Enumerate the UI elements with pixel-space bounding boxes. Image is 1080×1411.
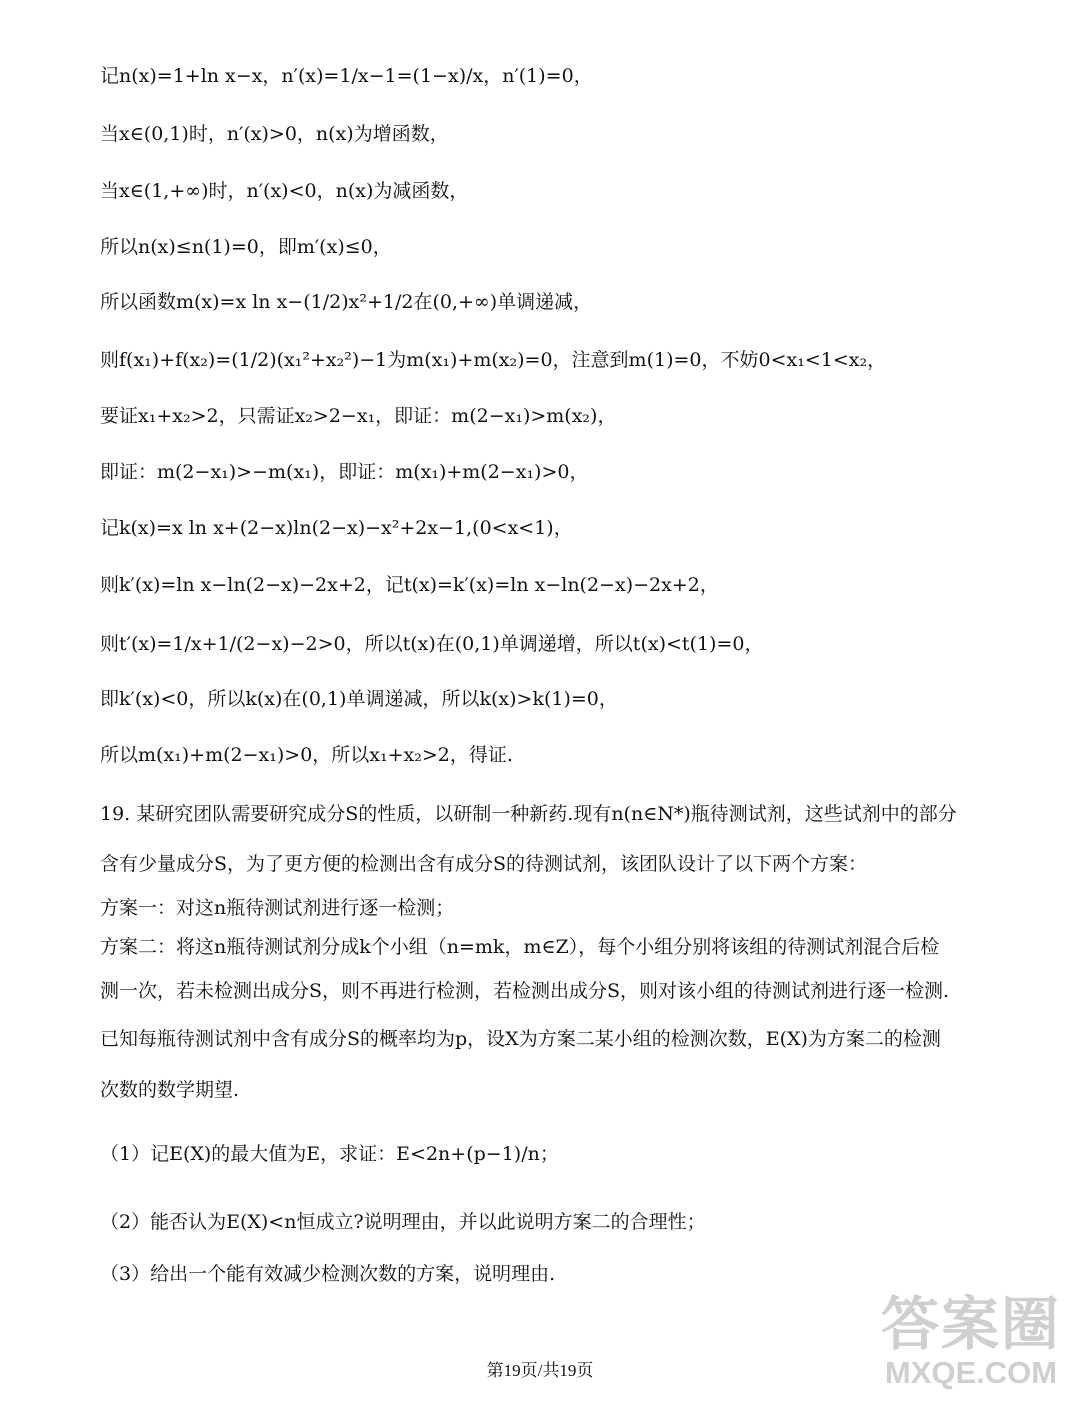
proof-line-1: 记n(x)=1+ln x−x，n′(x)=1/x−1=(1−x)/x，n′(1)=0，	[100, 65, 593, 87]
subquestion-3: （3）给出一个能有效减少检测次数的方案，说明理由.	[100, 1263, 556, 1285]
plan-two-line-2: 测一次，若未检测出成分S，则不再进行检测，若检测出成分S，则对该小组的待测试剂进行逐一检测.	[100, 980, 950, 1002]
proof-line-8: 即证：m(2−x₁)>−m(x₁)，即证：m(x₁)+m(2−x₁)>0，	[100, 461, 589, 483]
plan-one: 方案一：对这n瓶待测试剂进行逐一检测；	[100, 897, 455, 919]
site-watermark-logo	[876, 1290, 1066, 1403]
plan-two-line-1: 方案二：将这n瓶待测试剂分成k个小组（n=mk，m∈Z），每个小组分别将该组的待测试剂混合后检	[100, 936, 940, 958]
proof-line-2: 当x∈(0,1)时，n′(x)>0，n(x)为增函数，	[100, 123, 449, 145]
proof-line-4: 所以n(x)≤n(1)=0，即m′(x)≤0，	[100, 236, 392, 258]
watermark-domain-text: MXQE.COM	[884, 1355, 1058, 1390]
proof-line-11: 则t′(x)=1/x+1/(2−x)−2>0，所以t(x)在(0,1)单调递增，所以t(x)<t(1)=0，	[100, 633, 764, 655]
proof-line-9: 记k(x)=x ln x+(2−x)ln(2−x)−x²+2x−1,(0<x<1)，	[100, 517, 573, 539]
proof-line-7: 要证x₁+x₂>2，只需证x₂>2−x₁，即证：m(2−x₁)>m(x₂)，	[100, 405, 617, 427]
page-number-footer: 第19页/共19页	[486, 1361, 594, 1380]
subquestion-2: （2）能否认为E(X)<n恒成立?说明理由，并以此说明方案二的合理性；	[100, 1211, 706, 1233]
proof-line-6: 则f(x₁)+f(x₂)=(1/2)(x₁²+x₂²)−1为m(x₁)+m(x₂)=0，注意到m(1)=0，不妨0<x₁<1<x₂，	[100, 349, 887, 371]
condition-line-2: 次数的数学期望.	[100, 1079, 240, 1101]
proof-line-13: 所以m(x₁)+m(2−x₁)>0，所以x₁+x₂>2，得证.	[100, 744, 513, 766]
subquestion-1: （1）记E(X)的最大值为E，求证：E<2n+(p−1)/n；	[100, 1143, 559, 1165]
condition-line-1: 已知每瓶待测试剂中含有成分S的概率均为p，设X为方案二某小组的检测次数，E(X)为方案二的检测	[100, 1028, 941, 1050]
proof-line-12: 即k′(x)<0，所以k(x)在(0,1)单调递减，所以k(x)>k(1)=0，	[100, 688, 618, 710]
question-intro-cont: 含有少量成分S，为了更方便的检测出含有成分S的待测试剂，该团队设计了以下两个方案：	[100, 853, 868, 875]
proof-line-3: 当x∈(1,+∞)时，n′(x)<0，n(x)为减函数，	[100, 180, 469, 202]
proof-line-10: 则k′(x)=ln x−ln(2−x)−2x+2，记t(x)=k′(x)=ln x−ln(2−x)−2x+2，	[100, 574, 719, 596]
question-intro: 19. 某研究团队需要研究成分S的性质，以研制一种新药.现有n(n∈N*)瓶待测试剂，这些试剂中的部分	[100, 803, 957, 825]
watermark-chinese-text: 答案圈	[880, 1290, 1061, 1358]
proof-line-5: 所以函数m(x)=x ln x−(1/2)x²+1/2在(0,+∞)单调递减，	[100, 291, 593, 313]
